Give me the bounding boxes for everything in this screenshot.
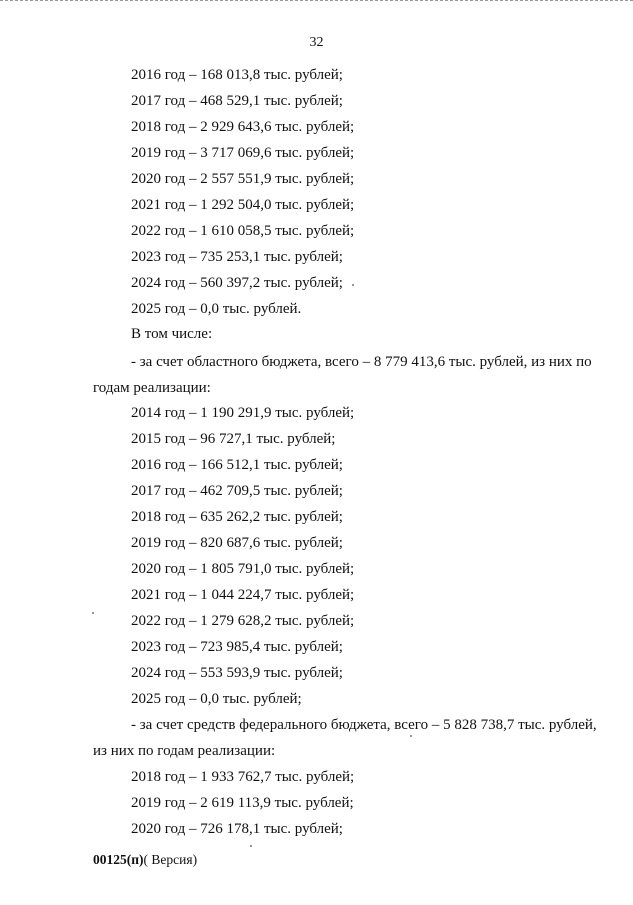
year-line-2023: 2023 год – 735 253,1 тыс. рублей; <box>131 249 343 265</box>
scan-speck <box>410 735 412 737</box>
year-line-2017: 2017 год – 468 529,1 тыс. рублей; <box>131 93 343 109</box>
federal-year-2019: 2019 год – 2 619 113,9 тыс. рублей; <box>131 795 354 811</box>
regional-budget-line: - за счет областного бюджета, всего – 8 779 413,6 тыс. рублей, из них по <box>131 354 592 370</box>
regional-year-2015: 2015 год – 96 727,1 тыс. рублей; <box>131 431 336 447</box>
federal-budget-line: - за счет средств федерального бюджета, всего – 5 828 738,7 тыс. рублей, <box>131 717 597 733</box>
regional-year-2023: 2023 год – 723 985,4 тыс. рублей; <box>131 639 343 655</box>
year-line-2018: 2018 год – 2 929 643,6 тыс. рублей; <box>131 119 355 135</box>
year-line-2016: 2016 год – 168 013,8 тыс. рублей; <box>131 67 343 83</box>
document-version: ( Версия) <box>143 852 198 867</box>
federal-year-2020: 2020 год – 726 178,1 тыс. рублей; <box>131 821 343 837</box>
regional-year-2022: 2022 год – 1 279 628,2 тыс. рублей; <box>131 613 355 629</box>
regional-year-2020: 2020 год – 1 805 791,0 тыс. рублей; <box>131 561 355 577</box>
regional-year-2025: 2025 год – 0,0 тыс. рублей; <box>131 691 302 707</box>
year-line-2020: 2020 год – 2 557 551,9 тыс. рублей; <box>131 171 355 187</box>
document-code: 00125(п) <box>93 852 144 867</box>
scan-speck <box>352 284 354 286</box>
including-heading: В том числе: <box>131 326 213 342</box>
regional-year-2016: 2016 год – 166 512,1 тыс. рублей; <box>131 457 343 473</box>
document-footer <box>93 852 197 868</box>
federal-budget-line-cont: из них по годам реализации: <box>93 743 276 759</box>
year-line-2024: 2024 год – 560 397,2 тыс. рублей; <box>131 275 343 291</box>
regional-year-2017: 2017 год – 462 709,5 тыс. рублей; <box>131 483 343 499</box>
regional-year-2021: 2021 год – 1 044 224,7 тыс. рублей; <box>131 587 355 603</box>
year-line-2022: 2022 год – 1 610 058,5 тыс. рублей; <box>131 223 355 239</box>
year-line-2019: 2019 год – 3 717 069,6 тыс. рублей; <box>131 145 355 161</box>
scan-edge <box>0 0 633 4</box>
regional-year-2024: 2024 год – 553 593,9 тыс. рублей; <box>131 665 343 681</box>
year-line-2021: 2021 год – 1 292 504,0 тыс. рублей; <box>131 197 355 213</box>
regional-year-2014: 2014 год – 1 190 291,9 тыс. рублей; <box>131 405 355 421</box>
scan-speck <box>250 845 252 847</box>
federal-year-2018: 2018 год – 1 933 762,7 тыс. рублей; <box>131 769 355 785</box>
regional-year-2019: 2019 год – 820 687,6 тыс. рублей; <box>131 535 343 551</box>
page-number: 32 <box>309 35 324 50</box>
scan-speck <box>92 612 94 614</box>
year-line-2025: 2025 год – 0,0 тыс. рублей. <box>131 301 302 317</box>
regional-budget-line-cont: годам реализации: <box>93 380 211 396</box>
regional-year-2018: 2018 год – 635 262,2 тыс. рублей; <box>131 509 343 525</box>
